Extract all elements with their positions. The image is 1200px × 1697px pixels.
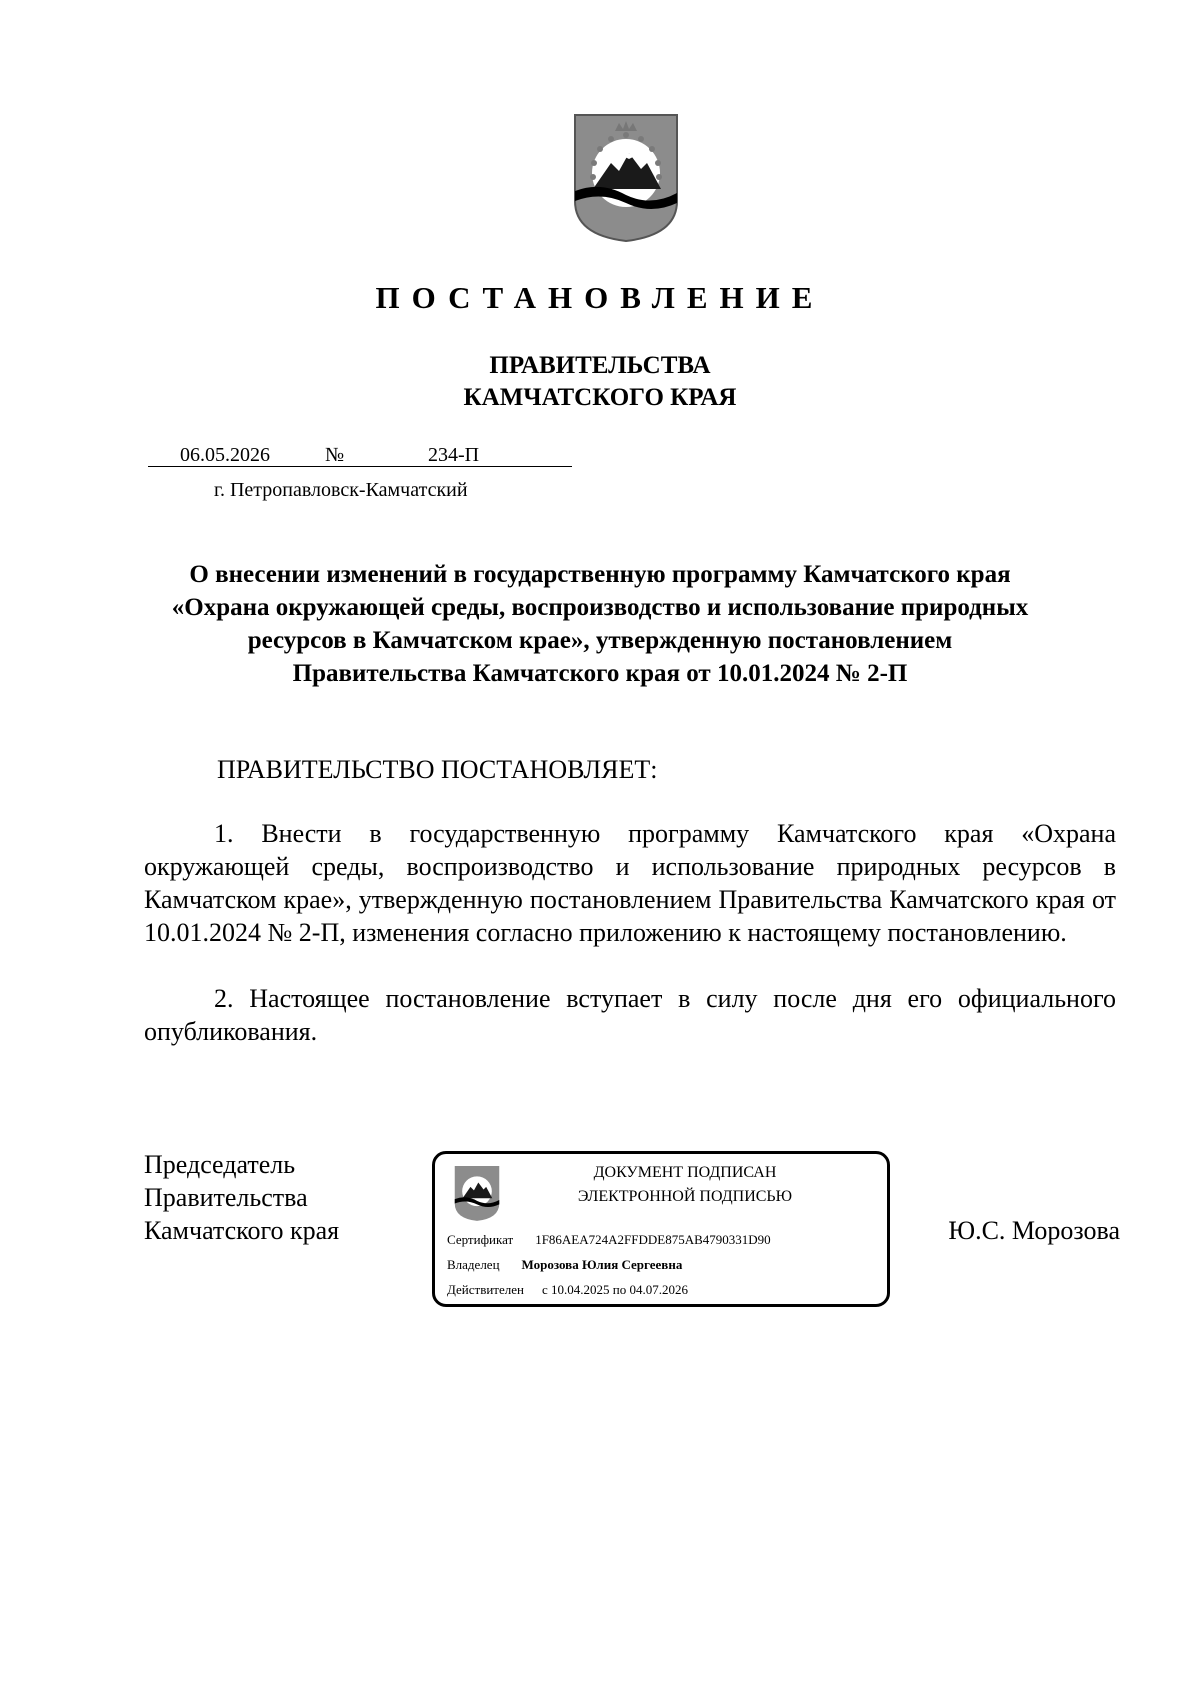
electronic-signature-stamp xyxy=(432,1151,890,1307)
subject-line: «Охрана окружающей среды, воспроизводство и использование природных xyxy=(171,594,1029,621)
certificate-label: Сертификат xyxy=(447,1232,514,1247)
stamp-certificate-row xyxy=(447,1232,771,1248)
document-type-title: ПОСТАНОВЛЕНИЕ xyxy=(375,280,825,315)
issuer-line-1: ПРАВИТЕЛЬСТВА xyxy=(489,352,711,379)
city-line: г. Петропавловск-Камчатский xyxy=(214,479,468,501)
document-date: 06.05.2026 xyxy=(180,444,270,466)
stamp-validity-row xyxy=(447,1282,688,1298)
number-sign: № xyxy=(325,444,345,466)
subject-line: Правительства Камчатского края от 10.01.2024 № 2-П xyxy=(292,660,908,687)
certificate-value: 1F86AEA724A2FFDDE875AB4790331D90 xyxy=(535,1232,771,1247)
paragraph-2-text: 2. Настоящее постановление вступает в силу после дня его официального опубликования. xyxy=(144,984,1116,1046)
subject-line: О внесении изменений в государственную программу Камчатского края xyxy=(189,561,1011,588)
paragraph-1-text: 1. Внести в государственную программу Камчатского края «Охрана окружающей среды, воспроизводство и использование природных ресурсов в Камчатском крае», утвержденную постановлением Правительства Камчатского края от 10.01.2024 № 2-П, изменения согласно приложению к настоящему постановлению. xyxy=(144,819,1116,947)
paragraph-1 xyxy=(144,817,1116,949)
signer-name: Ю.С. Морозова xyxy=(948,1216,1120,1245)
stamp-owner-row xyxy=(447,1257,682,1273)
subject-line: ресурсов в Камчатском крае», утвержденную постановлением xyxy=(247,627,953,654)
signer-title-line: Председатель xyxy=(144,1150,296,1179)
document-number: 234-П xyxy=(428,444,480,466)
stamp-emblem-icon xyxy=(453,1164,501,1222)
signer-title-line: Правительства xyxy=(144,1183,308,1212)
signer-title-line: Камчатского края xyxy=(144,1216,340,1245)
validity-value: с 10.04.2025 по 04.07.2026 xyxy=(541,1282,688,1297)
validity-label: Действителен xyxy=(447,1282,524,1297)
document-subject xyxy=(130,558,1070,690)
owner-label: Владелец xyxy=(447,1257,500,1272)
issuer-line-2: КАМЧАТСКОГО КРАЯ xyxy=(463,384,737,411)
paragraph-2 xyxy=(144,982,1116,1048)
date-underline xyxy=(148,466,572,467)
coat-of-arms-icon xyxy=(571,111,681,243)
decree-intro: ПРАВИТЕЛЬСТВО ПОСТАНОВЛЯЕТ: xyxy=(217,755,658,784)
owner-value: Морозова Юлия Сергеевна xyxy=(521,1257,683,1272)
stamp-title-line-2: ЭЛЕКТРОННОЙ ПОДПИСЬЮ xyxy=(577,1188,793,1205)
stamp-title-line-1: ДОКУМЕНТ ПОДПИСАН xyxy=(593,1164,777,1181)
